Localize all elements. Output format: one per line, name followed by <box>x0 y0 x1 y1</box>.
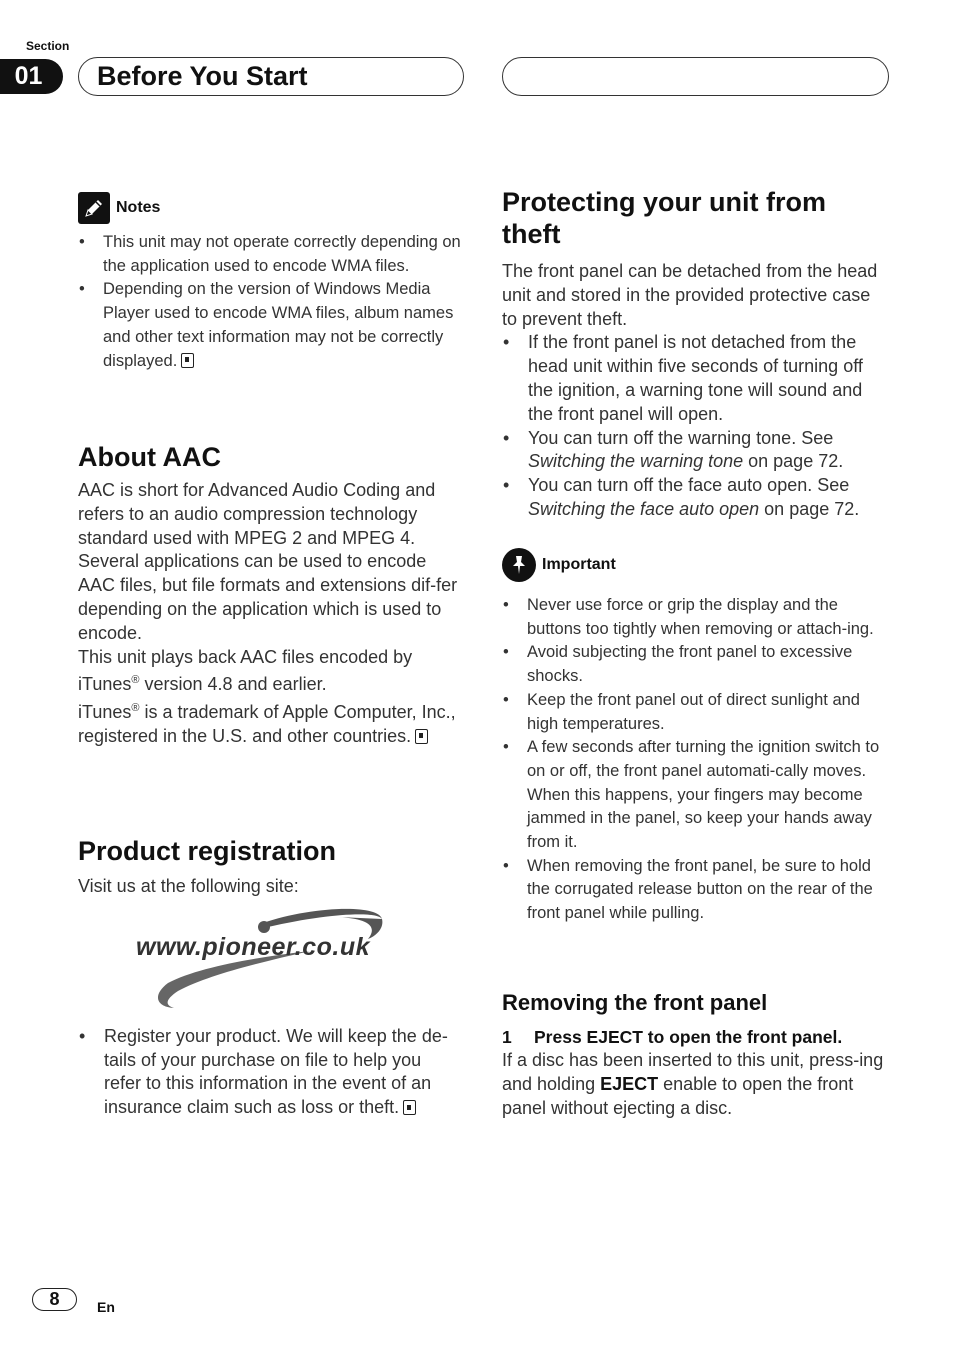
logo-text: www.pioneer.co.uk <box>136 932 371 961</box>
protecting-list <box>502 331 887 521</box>
notes-header <box>78 191 463 225</box>
list-item: • When removing the front panel, be sure to hold the corrugated release button on the rear of the front panel while pulling. <box>502 855 887 926</box>
important-label: Important <box>542 556 616 573</box>
language-code: En <box>97 1299 115 1315</box>
section-label: Section <box>26 39 70 53</box>
end-mark-icon <box>403 1100 416 1115</box>
registration-list <box>78 1025 463 1120</box>
list-item: • You can turn off the warning tone. See Switching the warning tone on page 72. <box>502 427 887 475</box>
protecting-intro: The front panel can be detached from the head unit and stored in the provided protective case to prevent theft. <box>502 261 878 329</box>
notes-block <box>78 191 463 373</box>
about-aac-paragraph-3: iTunes® is a trademark of Apple Computer, Inc., registered in the U.S. and other countries. <box>78 702 456 746</box>
about-aac-paragraph: AAC is short for Advanced Audio Coding and refers to an audio compression technology standard used with MPEG 2 and MPEG 4. Several applications can be used to encode AAC files, but file formats and extensions dif-fer depending on the application which is used to encode. <box>78 480 458 643</box>
section-title: Before You Start <box>97 61 308 91</box>
removing-section <box>502 989 887 1120</box>
product-registration-heading: Product registration <box>78 836 337 866</box>
list-item: • Register your product. We will keep the de-tails of your purchase on file to help you refer to this information in the event of an insurance claim such as loss or theft. <box>78 1025 463 1120</box>
section-title-box <box>78 57 464 96</box>
notes-label: Notes <box>116 199 161 216</box>
list-item: • Never use force or grip the display and the buttons too tightly when removing or attach-ing. <box>502 594 887 641</box>
protecting-heading: Protecting your unit from theft <box>502 187 826 249</box>
list-item: • If the front panel is not detached from the head unit within five seconds of turning off the ignition, a warning tone will sound and the front panel will open. <box>502 331 887 426</box>
section-number: 01 <box>0 59 63 94</box>
removing-heading: Removing the front panel <box>502 990 768 1015</box>
list-item: • Avoid subjecting the front panel to excessive shocks. <box>502 641 887 688</box>
empty-title-box <box>502 57 889 96</box>
important-list <box>502 594 887 926</box>
page-number: 8 <box>32 1288 77 1311</box>
about-aac-heading: About AAC <box>78 442 221 472</box>
list-item: • You can turn off the face auto open. See Switching the face auto open on page 72. <box>502 474 887 522</box>
about-aac-paragraph-2: This unit plays back AAC files encoded by iTunes® version 4.8 and earlier. <box>78 646 413 695</box>
notes-list <box>78 231 463 373</box>
list-item: • Keep the front panel out of direct sunlight and high temperatures. <box>502 689 887 736</box>
list-item: • A few seconds after turning the ignition switch to on or off, the front panel automati-cally moves. When this happens, your fingers may become jammed in the panel, so keep your hands away from it. <box>502 736 887 855</box>
pioneer-logo <box>78 905 463 1017</box>
protecting-section <box>502 186 887 522</box>
list-item: • Depending on the version of Windows Media Player used to encode WMA files, album names and other text information may not be correctly displayed. <box>78 278 463 373</box>
about-aac-section <box>78 441 463 749</box>
pin-icon <box>502 548 536 582</box>
registration-intro: Visit us at the following site: <box>78 876 299 896</box>
product-registration-section <box>78 835 463 1120</box>
step-1: 1 Press EJECT to open the front panel. <box>502 1027 843 1047</box>
important-block <box>502 548 887 926</box>
removing-paragraph: If a disc has been inserted to this unit, press-ing and holding EJECT enable to open the front panel without ejecting a disc. <box>502 1050 884 1118</box>
list-item: • This unit may not operate correctly depending on the application used to encode WMA files. <box>78 231 463 278</box>
important-header <box>502 548 887 582</box>
end-mark-icon <box>415 729 428 744</box>
end-mark-icon <box>181 353 194 368</box>
pencil-icon <box>78 192 110 224</box>
